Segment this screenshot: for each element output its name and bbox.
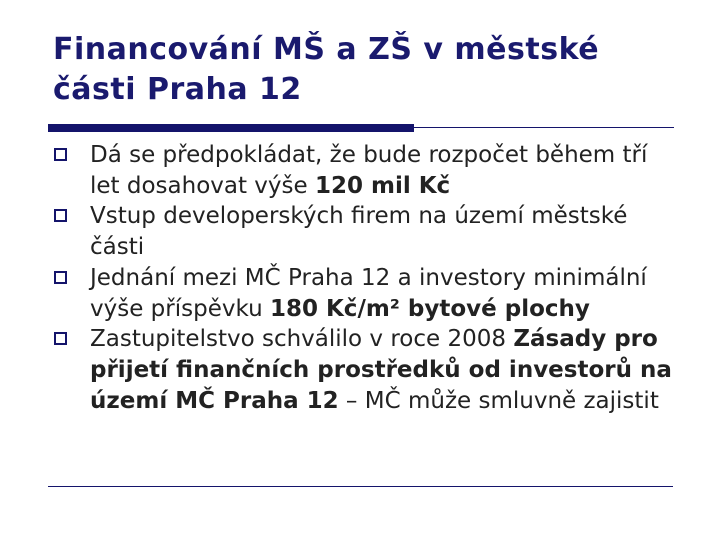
bullet-text: Vstup developerských firem na území městské části — [90, 203, 628, 261]
bullet-item — [54, 201, 684, 262]
bullet-item — [54, 140, 684, 201]
bullet-bold-text: Zásady pro přijetí finančních prostředků od investorů na území MČ Praha 12 — [90, 326, 672, 414]
bullet-bold-text: 180 Kč/m² bytové plochy — [269, 295, 590, 322]
bullet-list — [54, 140, 684, 416]
bullet-text: Zastupitelstvo schválilo v roce 2008 — [90, 326, 514, 353]
bullet-item — [54, 324, 684, 416]
title-underline-thick — [48, 124, 414, 132]
square-bullet-icon — [54, 332, 67, 345]
title-underline-thin — [414, 127, 674, 128]
square-bullet-icon — [54, 209, 67, 222]
square-bullet-icon — [54, 148, 67, 161]
bullet-text: Jednání mezi MČ Praha 12 a investory minimální výše příspěvku — [90, 264, 647, 322]
slide-title-line-1: Financování MŠ a ZŠ v městské — [53, 32, 600, 67]
slide-title — [53, 30, 693, 110]
bullet-bold-text: 120 mil Kč — [314, 172, 451, 199]
bullet-text: Dá se předpokládat, že bude rozpočet během tří let dosahovat výše — [90, 142, 648, 199]
bullet-text-tail: – MČ může smluvně zajistit — [338, 387, 659, 414]
slide-title-line-2: části Praha 12 — [53, 72, 302, 107]
bottom-divider — [48, 486, 673, 487]
square-bullet-icon — [54, 271, 67, 284]
bullet-item — [54, 263, 684, 324]
